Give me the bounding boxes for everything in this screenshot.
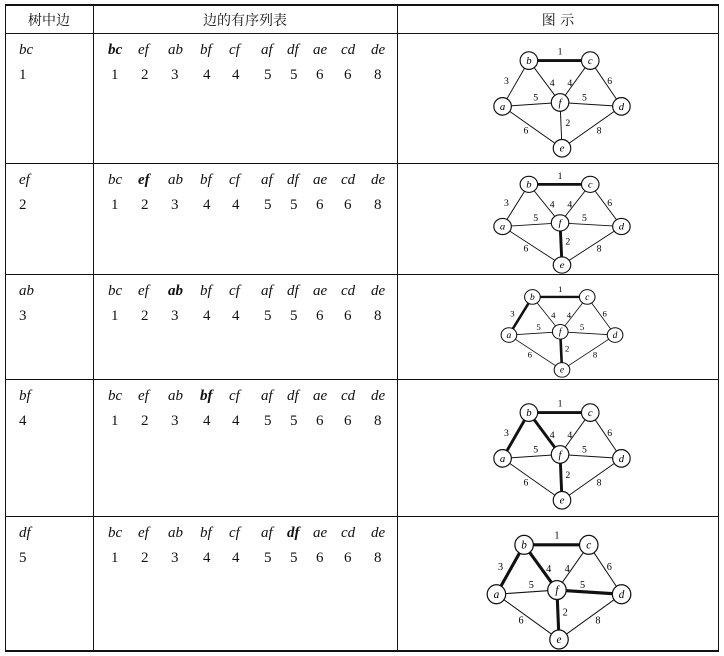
graph-edge-de (559, 594, 622, 639)
sorted-edge-name: de (371, 525, 386, 541)
graph-edge-weight: 1 (557, 398, 563, 410)
sorted-edge-weight: 1 (111, 67, 119, 83)
header-figure: 图 示 (541, 13, 575, 29)
graph-edge-weight: 6 (607, 199, 613, 209)
graph-edge-de (562, 226, 621, 265)
graph-edge-weight: 2 (565, 344, 570, 354)
graph-edge-weight: 2 (565, 469, 571, 481)
graph-edge-weight: 3 (504, 427, 509, 439)
graph-edge-weight: 2 (565, 237, 571, 248)
sorted-edge-weight: 5 (290, 413, 298, 429)
tree-edge-name: ab (19, 283, 34, 299)
sorted-edge-name: df (287, 283, 299, 299)
sorted-edge-name: af (261, 172, 273, 188)
sorted-edge-weight: 4 (203, 413, 211, 429)
graph-edge-weight: 6 (523, 477, 529, 489)
sorted-edge-name: af (261, 388, 273, 404)
sorted-edge-name: bf (200, 172, 212, 188)
sorted-edge-weight: 1 (111, 413, 119, 429)
sorted-edge-name: bf (200, 525, 212, 541)
graph-node-label: b (521, 539, 527, 552)
graph-edge-weight: 6 (602, 309, 607, 319)
sorted-edge-weight: 6 (344, 550, 352, 566)
sorted-edge-name: ae (313, 172, 328, 188)
sorted-edge-weight: 5 (264, 550, 272, 566)
sorted-edge-name: bc (108, 283, 123, 299)
graph-node-label: c (586, 539, 592, 552)
graph-figure (487, 397, 637, 510)
graph-edge-weight: 4 (567, 77, 573, 89)
sorted-edge-weight: 4 (203, 308, 211, 324)
graph-edge-weight: 8 (596, 477, 602, 489)
sorted-edge-weight: 4 (203, 67, 211, 83)
sorted-edge-weight: 2 (141, 67, 149, 83)
sorted-edge-name: ae (313, 525, 328, 541)
sorted-edge-name: af (261, 525, 273, 541)
sorted-edge-name: ab (168, 172, 183, 188)
graph-edge-weight: 5 (581, 444, 587, 456)
graph-edge-weight: 8 (592, 350, 598, 360)
graph-node-label: a (493, 588, 500, 601)
sorted-edge-name: ae (313, 388, 328, 404)
graph-node-label: f (558, 326, 562, 337)
sorted-edge-weight: 3 (171, 308, 179, 324)
sorted-edge-weight: 3 (171, 67, 179, 83)
sorted-edge-weight: 4 (203, 550, 211, 566)
sorted-edge-name: ab (168, 388, 183, 404)
sorted-edge-name: cf (229, 283, 240, 299)
graph-edge-weight: 1 (554, 530, 560, 542)
tree-edge-weight: 1 (19, 67, 27, 83)
tree-edge-weight: 4 (19, 413, 27, 429)
tree-edge-weight: 2 (19, 197, 27, 213)
graph-edge-weight: 4 (567, 200, 573, 211)
sorted-edge-weight: 4 (232, 197, 240, 213)
graph-edge-ae (509, 335, 562, 370)
sorted-edge-weight: 4 (232, 413, 240, 429)
graph-node-label: a (506, 330, 512, 340)
graph-edge-weight: 4 (566, 311, 572, 320)
graph-figure (487, 45, 637, 158)
graph-edge-weight: 5 (533, 214, 539, 224)
graph-edge-weight: 4 (551, 311, 556, 320)
graph-edge-weight: 8 (596, 244, 602, 255)
graph-edge-weight: 3 (497, 561, 504, 574)
tree-edge-weight: 5 (19, 550, 27, 566)
tree-edge-name: df (19, 525, 31, 541)
sorted-edge-name: df (287, 172, 299, 188)
table-border-left (5, 4, 6, 652)
graph-edge-weight: 2 (565, 117, 571, 129)
sorted-edge-weight: 4 (203, 197, 211, 213)
sorted-edge-weight: 6 (316, 197, 324, 213)
row-divider (5, 274, 719, 275)
graph-edge-weight: 8 (595, 615, 601, 627)
sorted-edge-name: de (371, 172, 386, 188)
graph-node-label: b (526, 179, 532, 191)
sorted-edge-name: ef (138, 525, 149, 541)
sorted-edge-name: bc (108, 172, 123, 188)
graph-edge-weight: 1 (558, 285, 563, 295)
graph-node-label: d (618, 588, 625, 601)
graph-edge-weight: 1 (557, 172, 563, 182)
sorted-edge-weight: 4 (232, 550, 240, 566)
tree-edge-name: ef (19, 172, 30, 188)
graph-edge-weight: 6 (523, 244, 529, 255)
table-border-bottom (5, 650, 719, 652)
graph-node-label: e (559, 260, 565, 272)
header-tree-edge: 树中边 (28, 13, 70, 29)
header-sorted-edges: 边的有序列表 (203, 13, 287, 29)
graph-edge-weight: 4 (567, 429, 573, 441)
sorted-edge-name: df (287, 525, 300, 541)
graph-node-label: e (559, 494, 565, 507)
sorted-edge-name: bc (108, 388, 123, 404)
sorted-edge-name: cd (341, 388, 356, 404)
sorted-edge-name: de (371, 42, 386, 58)
table-border-right (718, 4, 719, 652)
sorted-edge-weight: 2 (141, 308, 149, 324)
sorted-edge-weight: 5 (290, 550, 298, 566)
sorted-edge-name: ef (138, 388, 149, 404)
graph-edge-weight: 5 (536, 323, 541, 333)
graph-node-label: c (587, 54, 593, 67)
sorted-edge-name: df (287, 388, 299, 404)
graph-edge-weight: 6 (518, 615, 524, 627)
graph-node-label: c (585, 292, 590, 302)
graph-node-label: d (618, 100, 625, 113)
sorted-edge-name: bc (108, 525, 123, 541)
graph-edge-weight: 4 (564, 564, 570, 576)
graph-edge-weight: 6 (607, 75, 613, 87)
graph-node-label: c (587, 406, 593, 419)
graph-edge-weight: 5 (528, 579, 534, 591)
graph-node-label: a (499, 452, 506, 465)
graph-node-label: c (587, 179, 593, 191)
graph-node-label: d (618, 221, 625, 233)
column-divider (93, 4, 94, 652)
sorted-edge-weight: 6 (344, 308, 352, 324)
graph-edge-weight: 4 (546, 564, 552, 576)
graph-edge-weight: 6 (527, 350, 532, 360)
graph-edge-weight: 5 (579, 323, 585, 333)
graph-edge-weight: 3 (510, 309, 515, 319)
graph-figure (495, 284, 629, 378)
graph-node-label: f (558, 96, 562, 109)
sorted-edge-name: bf (200, 42, 212, 58)
sorted-edge-weight: 6 (316, 550, 324, 566)
graph-node-label: d (618, 452, 625, 465)
sorted-edge-name: ab (168, 525, 183, 541)
graph-edge-weight: 8 (596, 125, 602, 137)
sorted-edge-weight: 3 (171, 197, 179, 213)
sorted-edge-name: ab (168, 42, 183, 58)
sorted-edge-weight: 2 (141, 550, 149, 566)
graph-node-label: e (559, 365, 565, 375)
sorted-edge-weight: 6 (344, 197, 352, 213)
sorted-edge-name: bf (200, 283, 212, 299)
sorted-edge-name: ab (168, 283, 183, 299)
sorted-edge-name: ef (138, 42, 149, 58)
sorted-edge-weight: 8 (374, 67, 382, 83)
graph-edge-ae (496, 594, 559, 639)
graph-edge-weight: 4 (549, 77, 555, 89)
sorted-edge-name: df (287, 42, 299, 58)
sorted-edge-name: ae (313, 283, 328, 299)
graph-node-label: f (558, 448, 562, 461)
row-divider (5, 379, 719, 380)
graph-node-label: a (499, 100, 506, 113)
graph-edge-de (562, 106, 621, 148)
sorted-edge-name: cd (341, 172, 356, 188)
sorted-edge-weight: 5 (264, 197, 272, 213)
graph-node-label: f (555, 584, 559, 597)
sorted-edge-weight: 6 (316, 413, 324, 429)
sorted-edge-weight: 1 (111, 308, 119, 324)
sorted-edge-weight: 4 (232, 308, 240, 324)
graph-edge-weight: 2 (562, 607, 568, 619)
sorted-edge-name: af (261, 42, 273, 58)
graph-edge-ae (503, 106, 562, 148)
graph-node-label: d (612, 330, 618, 340)
graph-figure (487, 170, 637, 274)
sorted-edge-name: de (371, 283, 386, 299)
tree-edge-name: bc (19, 42, 34, 58)
sorted-edge-weight: 4 (232, 67, 240, 83)
row-divider (5, 163, 719, 164)
kruskal-table (5, 4, 719, 652)
sorted-edge-weight: 6 (316, 67, 324, 83)
tree-edge-name: bf (19, 388, 31, 404)
graph-edge-weight: 5 (581, 92, 587, 104)
graph-edge-de (562, 335, 615, 370)
sorted-edge-weight: 5 (290, 197, 298, 213)
graph-node-label: e (556, 634, 562, 647)
graph-node-label: b (526, 406, 532, 419)
graph-edge-weight: 5 (580, 579, 586, 591)
sorted-edge-name: ef (138, 283, 149, 299)
sorted-edge-weight: 8 (374, 550, 382, 566)
sorted-edge-weight: 2 (141, 413, 149, 429)
graph-node-label: b (530, 292, 535, 302)
sorted-edge-weight: 5 (264, 308, 272, 324)
graph-edge-ae (503, 458, 562, 500)
graph-edge-weight: 1 (557, 46, 563, 58)
graph-edge-weight: 5 (533, 92, 539, 104)
sorted-edge-name: af (261, 283, 273, 299)
tree-edge-weight: 3 (19, 308, 27, 324)
sorted-edge-weight: 3 (171, 413, 179, 429)
table-border-top (5, 4, 719, 6)
graph-figure (480, 528, 638, 650)
graph-edge-weight: 4 (549, 200, 555, 211)
graph-node-label: a (499, 221, 506, 233)
sorted-edge-name: bc (108, 42, 123, 58)
graph-edge-weight: 4 (549, 429, 555, 441)
sorted-edge-name: cf (229, 42, 240, 58)
sorted-edge-weight: 2 (141, 197, 149, 213)
sorted-edge-name: bf (200, 388, 213, 404)
sorted-edge-weight: 6 (344, 413, 352, 429)
sorted-edge-name: de (371, 388, 386, 404)
sorted-edge-weight: 5 (290, 67, 298, 83)
sorted-edge-weight: 5 (264, 67, 272, 83)
graph-edge-de (562, 458, 621, 500)
sorted-edge-weight: 3 (171, 550, 179, 566)
sorted-edge-name: ae (313, 42, 328, 58)
column-divider (397, 4, 398, 652)
graph-edge-weight: 3 (504, 75, 509, 87)
graph-edge-weight: 6 (607, 427, 613, 439)
graph-node-label: b (526, 54, 532, 67)
sorted-edge-weight: 6 (344, 67, 352, 83)
sorted-edge-name: cd (341, 525, 356, 541)
sorted-edge-weight: 1 (111, 197, 119, 213)
sorted-edge-weight: 5 (290, 308, 298, 324)
sorted-edge-name: cd (341, 42, 356, 58)
sorted-edge-name: cf (229, 172, 240, 188)
graph-edge-weight: 5 (581, 214, 587, 224)
sorted-edge-name: cd (341, 283, 356, 299)
sorted-edge-weight: 1 (111, 550, 119, 566)
sorted-edge-name: cf (229, 388, 240, 404)
graph-edge-weight: 6 (523, 125, 529, 137)
sorted-edge-weight: 8 (374, 197, 382, 213)
graph-node-label: f (558, 218, 562, 229)
graph-edge-weight: 5 (533, 444, 539, 456)
sorted-edge-weight: 8 (374, 413, 382, 429)
graph-node-label: e (559, 142, 565, 155)
graph-edge-weight: 3 (504, 199, 509, 209)
sorted-edge-name: ef (138, 172, 150, 188)
graph-edge-weight: 6 (606, 561, 612, 574)
sorted-edge-weight: 8 (374, 308, 382, 324)
row-divider (5, 516, 719, 517)
graph-edge-ae (503, 226, 562, 265)
sorted-edge-weight: 6 (316, 308, 324, 324)
sorted-edge-name: cf (229, 525, 240, 541)
sorted-edge-weight: 5 (264, 413, 272, 429)
